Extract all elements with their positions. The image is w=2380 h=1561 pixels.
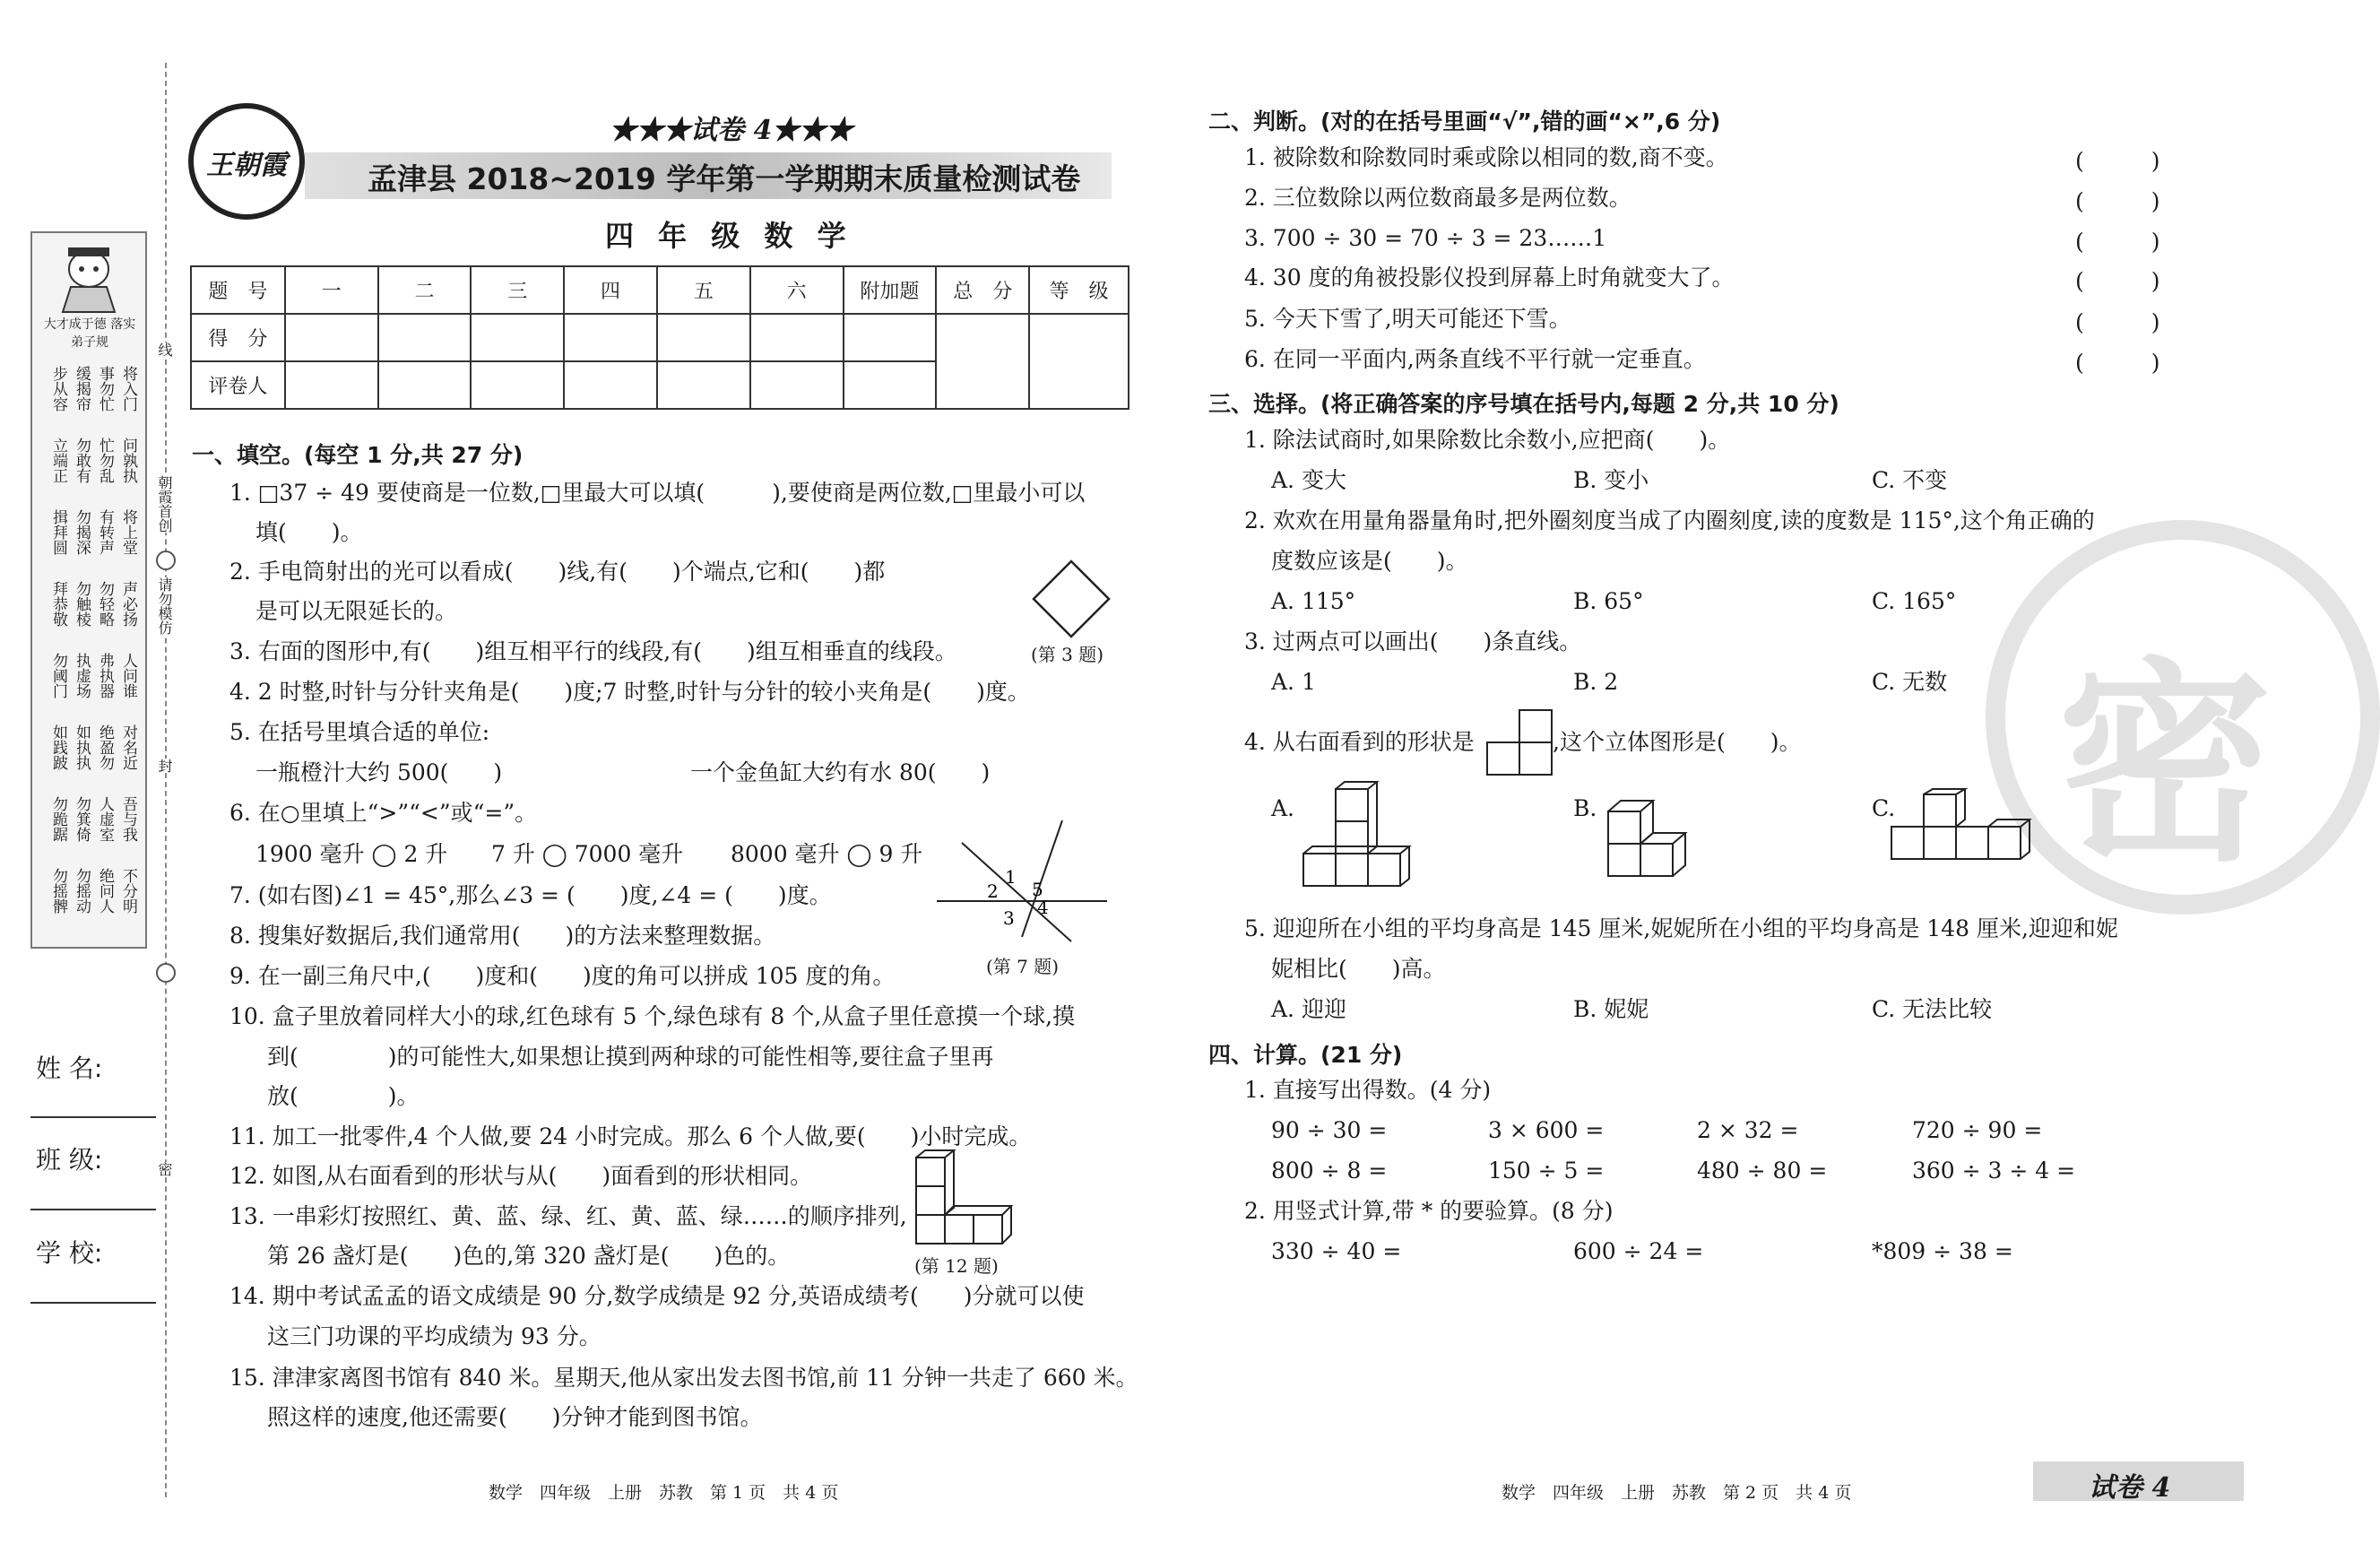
question-10a: 10. 盒子里放着同样大小的球,红色球有 5 个,绿色球有 8 个,从盒子里任意摸一个球,摸 [229,1003,1076,1029]
table-header-cell: 一 [285,266,378,314]
question-6b: 1900 毫升 ◯ 2 升 [255,841,448,867]
motto-column: 缓揭帘 [73,366,91,412]
question-9: 9. 在一副三角尺中,( )度和( )度的角可以拼成 105 度的角。 [229,963,896,989]
option-c-solid[interactable] [1891,789,2044,888]
question-13a: 13. 一串彩灯按照红、黄、蓝、绿、红、黄、蓝、绿……的顺序排列, [229,1203,907,1229]
motto-column: 勿揭深 [73,509,91,555]
answer-blank[interactable]: ( ) [2075,229,2160,255]
calc-item: 480 ÷ 80 = [1697,1158,1828,1184]
question-12: 12. 如图,从右面看到的形状与从( )面看到的形状相同。 [229,1163,813,1189]
motto-column: 对名近 [119,724,137,770]
motto-column: 人虚室 [96,796,114,842]
question-13b: 第 26 盏灯是( )色的,第 320 盏灯是( )色的。 [267,1243,791,1269]
angle-label: 3 [1003,907,1015,929]
motto-panel [30,231,147,949]
question-6d: 8000 毫升 ◯ 9 升 [731,841,923,867]
grader-cell[interactable] [750,361,844,409]
option[interactable]: C. 不变 [1872,467,1948,493]
motto-column: 勿摇髀 [49,868,67,914]
question-1b: 填( )。 [255,519,363,545]
grader-cell[interactable] [285,361,378,409]
question-3: 3. 右面的图形中,有( )组互相平行的线段,有( )组互相垂直的线段。 [229,638,957,664]
score-table [190,265,1129,410]
question-10c: 放( )。 [267,1083,420,1109]
motto-column: 吾与我 [119,796,137,842]
answer-blank[interactable]: ( ) [2075,188,2160,214]
school-field[interactable] [30,1302,156,1304]
question-6a: 6. 在○里填上“>”“<”或“=”。 [229,800,538,826]
choice-1: 1. 除法试商时,如果除数比余数小,应把商( )。 [1244,427,1731,453]
paper-badge: 试卷 4 [2089,1472,2171,1504]
publisher-logo [188,103,305,220]
judge-item: 1. 被除数和除数同时乘或除以相同的数,商不变。 [1244,144,1728,170]
name-field[interactable] [30,1116,156,1118]
school-label: 学 校: [36,1238,103,1268]
intersecting-lines-figure [937,820,1125,946]
angle-label: 1 [1005,866,1017,888]
motto-column: 不分明 [119,868,137,914]
question-15b: 照这样的速度,他还需要( )分钟才能到图书馆。 [267,1404,763,1430]
seal-char-mi: 密 [156,1162,173,1176]
table-row [191,314,1129,361]
judge-item: 5. 今天下雪了,明天可能还下雪。 [1244,306,1571,332]
calc-1-title: 1. 直接写出得数。(4 分) [1244,1077,1492,1103]
question-7: 7. (如右图)∠1 = 45°,那么∠3 = ( )度,∠4 = ( )度。 [229,882,832,908]
question-2a: 2. 手电筒射出的光可以看成( )线,有( )个端点,它和( )都 [229,559,886,585]
question-11: 11. 加工一批零件,4 个人做,要 24 小时完成。那么 6 个人做,要( )小时完成。 [229,1123,1032,1149]
motto-column: 事勿忙 [96,366,114,412]
option[interactable]: C. 无法比较 [1872,996,1993,1022]
calc-item: 90 ÷ 30 = [1271,1117,1388,1143]
diamond-figure [1034,558,1114,638]
option[interactable]: A. 115° [1271,588,1356,614]
motto-column: 执虚场 [73,653,91,698]
choice-2b: 度数应该是( )。 [1271,548,1468,574]
calc-item: 360 ÷ 3 ÷ 4 = [1912,1158,2076,1184]
question-1a: 1. □37 ÷ 49 要使商是一位数,□里最大可以填( ),要使商是两位数,□里最小可以 [229,480,1086,506]
choice-4b: ,这个立体图形是( )。 [1553,729,1802,755]
motto-column: 有转声 [96,509,114,555]
calc-2-title: 2. 用竖式计算,带 * 的要验算。(8 分) [1244,1198,1614,1224]
motto-column: 勿敢有 [73,438,91,483]
motto-column: 勿触棱 [73,581,91,627]
option[interactable]: A. 变大 [1271,467,1346,493]
score-cell[interactable] [285,314,378,361]
subject-title: 四 年 级 数 学 [605,219,853,253]
motto-column: 忙勿乱 [96,438,114,483]
calc-item: *809 ÷ 38 = [1872,1238,2013,1264]
score-cell[interactable] [657,314,750,361]
section-title-calc: 四、计算。(21 分) [1208,1042,1403,1068]
motto-column: 绝问人 [96,868,114,914]
option[interactable]: B. 妮妮 [1573,996,1649,1022]
name-label: 姓 名: [36,1054,103,1083]
option[interactable]: B. 65° [1573,588,1644,614]
section-title-choice: 三、选择。(将正确答案的序号填在括号内,每题 2 分,共 10 分) [1208,391,1839,417]
table-header-cell: 二 [378,266,472,314]
motto-column: 人问谁 [119,653,137,698]
class-label: 班 级: [36,1145,103,1175]
option[interactable]: B. 变小 [1573,467,1649,493]
calc-item: 600 ÷ 24 = [1573,1238,1704,1264]
scholar-figure-icon [32,233,149,314]
motto-column: 将上堂 [119,509,137,555]
angle-label: 2 [987,880,999,902]
motto-column: 声必扬 [119,581,137,627]
grader-cell[interactable] [471,361,564,409]
cube-stack-figure [914,1150,1022,1249]
answer-blank[interactable]: ( ) [2075,148,2160,174]
choice-3: 3. 过两点可以画出( )条直线。 [1244,629,1582,655]
score-cell[interactable] [844,314,937,361]
table-header-cell: 五 [657,266,750,314]
section-title-fill: 一、填空。(每空 1 分,共 27 分) [192,442,524,468]
judge-item: 4. 30 度的角被投影仪投到屏幕上时角就变大了。 [1244,265,1735,291]
motto-column: 步从容 [49,366,67,412]
logo-text: 王朝霞 [206,150,287,181]
option[interactable]: C. 165° [1872,588,1957,614]
motto-column: 问孰执 [119,438,137,483]
class-field[interactable] [30,1209,156,1210]
motto-column: 拜恭敬 [49,581,67,627]
paper-label: ★★★试卷 4★★★ [610,115,853,146]
motto-column: 勿摇动 [73,868,91,914]
calc-item: 800 ÷ 8 = [1271,1158,1388,1184]
total-cell[interactable] [936,314,1029,409]
seal-circle-icon [156,551,176,570]
choice-4a: 4. 从右面看到的形状是 [1244,729,1475,755]
score-cell[interactable] [471,314,564,361]
motto-column: 绝盈勿 [96,724,114,770]
table-header-cell: 总 分 [936,266,1029,314]
option[interactable]: A. [1271,795,1295,821]
section-title-judge: 二、判断。(对的在括号里画“√”,错的画“×”,6 分) [1208,108,1721,134]
motto-column: 勿箕倚 [73,796,91,842]
score-cell[interactable] [564,314,657,361]
grader-cell[interactable] [844,361,937,409]
question-10b: 到( )的可能性大,如果想让摸到两种球的可能性相等,要往盒子里再 [267,1044,994,1070]
question-5a: 5. 在括号里填合适的单位: [229,719,490,745]
row-label: 得 分 [191,314,285,361]
page-footer: 数学 四年级 上册 苏教 第 2 页 共 4 页 [1502,1483,1852,1503]
answer-blank[interactable]: ( ) [2075,268,2160,294]
score-cell[interactable] [750,314,844,361]
seal-circle-icon [156,963,176,983]
motto-column: 立端正 [49,438,67,483]
grader-cell[interactable] [564,361,657,409]
option[interactable]: B. 2 [1573,669,1619,695]
option[interactable]: A. 迎迎 [1271,996,1346,1022]
seal-text-1: 朝霞首创 [156,475,173,533]
motto-column: 勿阈门 [49,653,67,698]
table-header-cell: 六 [750,266,844,314]
question-4: 4. 2 时整,时针与分针夹角是( )度;7 时整,时针与分针的较小夹角是( )度。 [229,679,1030,705]
figure-caption: (第 12 题) [914,1255,999,1277]
motto-column: 如践跛 [49,724,67,770]
page-title: 孟津县 2018~2019 学年第一学期期末质量检测试卷 [368,161,1081,196]
question-2b: 是可以无限延长的。 [255,598,458,624]
figure-caption: (第 3 题) [1031,644,1104,665]
angle-label: 4 [1037,897,1049,918]
option[interactable]: C. [1872,795,1896,821]
right-view-shape [1486,708,1558,780]
option[interactable]: C. 无数 [1872,669,1948,695]
judge-item: 2. 三位数除以两位数商最多是两位数。 [1244,185,1631,211]
seal-text-2: 请勿模仿 [156,577,173,635]
motto-column: 揖拜圆 [49,509,67,555]
motto-column: 勿轻略 [96,581,114,627]
question-8: 8. 搜集好数据后,我们通常用( )的方法来整理数据。 [229,923,776,949]
table-header-cell: 题 号 [191,266,285,314]
figure-caption: (第 7 题) [986,956,1060,977]
question-14b: 这三门功课的平均成绩为 93 分。 [267,1323,601,1349]
calc-item: 720 ÷ 90 = [1912,1117,2043,1143]
answer-blank[interactable]: ( ) [2075,309,2160,335]
option-a-solid[interactable] [1300,780,1425,897]
table-header-cell: 附加题 [844,266,937,314]
choice-5b: 妮相比( )高。 [1271,956,1446,982]
page-footer: 数学 四年级 上册 苏教 第 1 页 共 4 页 [489,1483,839,1503]
calc-item: 330 ÷ 40 = [1271,1238,1402,1264]
question-5c: 一个金鱼缸大约有水 80( ) [690,759,991,785]
motto-title: 大才成于德 落实弟子规 [43,317,136,350]
choice-2a: 2. 欢欢在用量角器量角时,把外圈刻度当成了内圈刻度,读的度数是 115°,这个角正确的 [1244,507,2095,533]
motto-column: 将入门 [119,366,137,412]
motto-column: 勿跪踞 [49,796,67,842]
question-15a: 15. 津津家离图书馆有 840 米。星期天,他从家出发去图书馆,前 11 分钟一共走了 660 米。 [229,1365,1138,1391]
binding-cut-line [165,63,167,1497]
row-label: 评卷人 [191,361,285,409]
question-5b: 一瓶橙汁大约 500( ) [255,759,503,785]
answer-blank[interactable]: ( ) [2075,350,2160,376]
seal-char-line: 线 [156,343,173,357]
table-header-cell: 等 级 [1029,266,1129,314]
grader-cell[interactable] [657,361,750,409]
option[interactable]: B. [1573,795,1597,821]
grader-cell[interactable] [378,361,472,409]
grade-cell[interactable] [1029,314,1129,409]
angle-label: 5 [1032,879,1043,900]
motto-column: 如执执 [73,724,91,770]
judge-item: 6. 在同一平面内,两条直线不平行就一定垂直。 [1244,346,1706,372]
choice-5a: 5. 迎迎所在小组的平均身高是 145 厘米,妮妮所在小组的平均身高是 148 厘米,迎迎和妮 [1244,915,2118,941]
calc-item: 150 ÷ 5 = [1488,1158,1605,1184]
option-b-solid[interactable] [1605,794,1730,892]
score-cell[interactable] [378,314,472,361]
seal-char-feng: 封 [156,759,173,773]
calc-item: 2 × 32 = [1697,1117,1799,1143]
motto-column: 弗执器 [96,653,114,698]
table-row [191,266,1129,314]
table-header-cell: 三 [471,266,564,314]
question-6c: 7 升 ◯ 7000 毫升 [491,841,684,867]
judge-item: 3. 700 ÷ 30 = 70 ÷ 3 = 23……1 [1244,225,1607,251]
watermark-char: 密 [2057,637,2273,890]
calc-item: 3 × 600 = [1488,1117,1605,1143]
table-header-cell: 四 [564,266,657,314]
question-14a: 14. 期中考试孟孟的语文成绩是 90 分,数学成绩是 92 分,英语成绩考( )分就可以使 [229,1283,1085,1309]
option[interactable]: A. 1 [1271,669,1316,695]
